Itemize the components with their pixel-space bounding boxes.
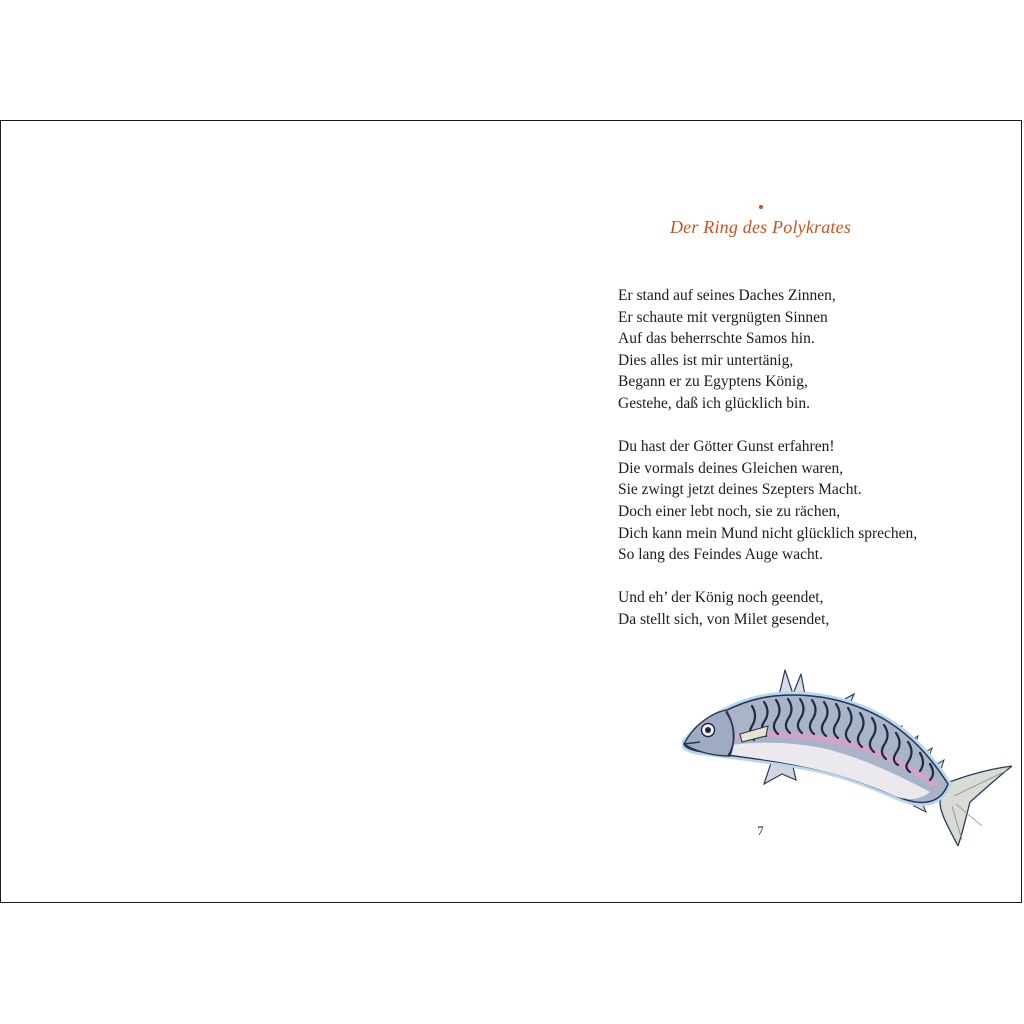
poem-line: Da stellt sich, von Milet gesendet, (618, 610, 830, 628)
poem-line: Sie zwingt jetzt deines Szepters Macht. (618, 481, 862, 499)
poem-line: Dies alles ist mir untertänig, (618, 351, 794, 369)
stanza-3 (618, 587, 917, 630)
poem-line: Du hast der Götter Gunst erfahren! (618, 438, 835, 456)
poem-line: Begann er zu Egyptens König, (618, 373, 808, 391)
page-number: 7 (757, 823, 764, 838)
left-page-blank (1, 121, 512, 902)
poem-title: Der Ring des Polykrates (669, 217, 852, 237)
poem-line: Auf das beherrschte Samos hin. (618, 330, 815, 348)
poem-body (618, 285, 917, 652)
book-spread (0, 120, 1022, 903)
mackerel-fish-icon (684, 670, 1012, 846)
poem-line: So lang des Feindes Auge wacht. (618, 546, 823, 564)
poem-line: Gestehe, daß ich glücklich bin. (618, 394, 810, 412)
right-page (512, 121, 1023, 902)
poem-line: Doch einer lebt noch, sie zu rächen, (618, 502, 841, 520)
mackerel-illustration (682, 656, 1012, 846)
poem-line: Er schaute mit vergnügten Sinnen (618, 308, 828, 326)
poem-line: Und eh’ der König noch geendet, (618, 589, 824, 607)
title-ornament-dot (759, 205, 763, 209)
poem-line: Er stand auf seines Daches Zinnen, (618, 287, 836, 304)
stanza-1 (618, 285, 917, 415)
stanza-2 (618, 436, 917, 566)
poem-line: Dich kann mein Mund nicht glücklich sprechen, (618, 524, 918, 542)
poem-line: Die vormals deines Gleichen waren, (618, 459, 844, 477)
